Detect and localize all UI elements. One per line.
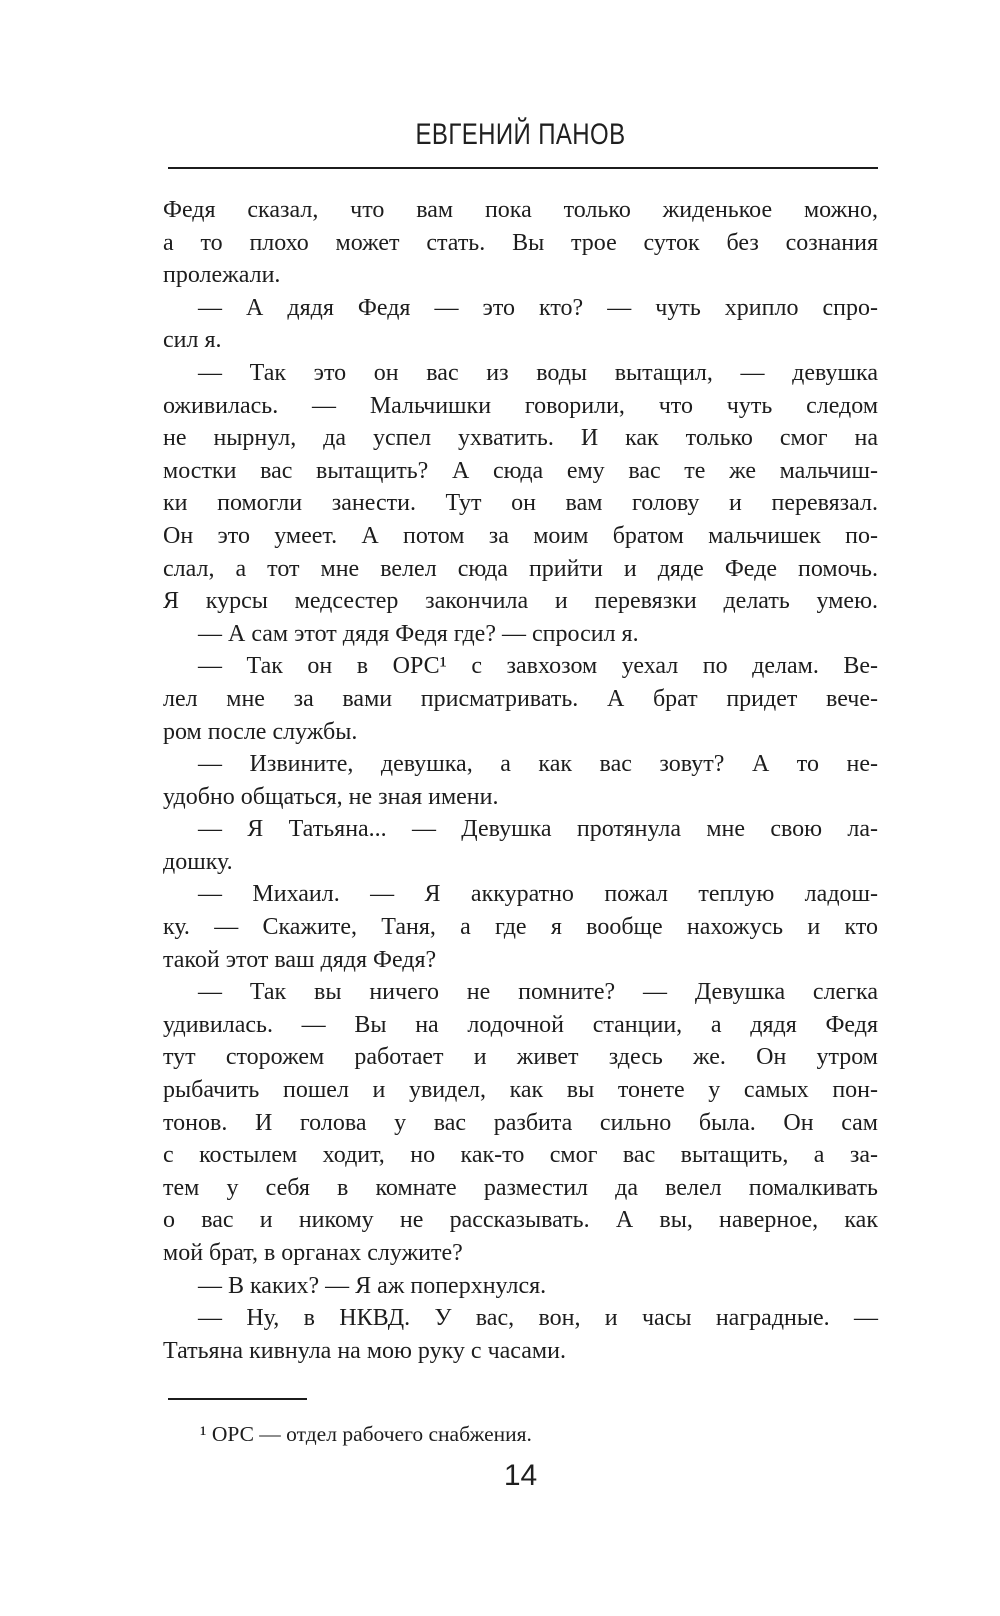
header-rule [168, 167, 878, 169]
text-line: — Так вы ничего не помните? — Девушка слегка [198, 979, 878, 1006]
text-line: дошку. [163, 848, 233, 875]
text-line: тут сторожем работает и живет здесь же. Он утром [163, 1044, 878, 1071]
text-line: ром после службы. [163, 718, 358, 745]
text-line: удивилась. — Вы на лодочной станции, а дядя Федя [163, 1011, 878, 1038]
text-line: — Я Татьяна... — Девушка протянула мне свою ла- [198, 816, 878, 843]
page-body [163, 194, 878, 1367]
text-line: о вас и никому не рассказывать. А вы, наверное, как [163, 1207, 878, 1234]
text-line: слал, а тот мне велел сюда прийти и дяде Феде помочь. [163, 555, 878, 582]
text-line: тонов. И голова у вас разбита сильно была. Он сам [163, 1109, 878, 1136]
text-line: такой этот ваш дядя Федя? [163, 946, 437, 973]
text-line: ку. — Скажите, Таня, а где я вообще нахожусь и кто [163, 914, 878, 941]
text-line: с костылем ходит, но как-то смог вас вытащить, а за- [163, 1142, 878, 1169]
text-line: Федя сказал, что вам пока только жиденькое можно, [163, 197, 878, 223]
text-line: — Так это он вас из воды вытащил, — девушка [198, 359, 878, 386]
footnote-rule [168, 1398, 307, 1400]
text-line: Он это умеет. А потом за моим братом мальчишек по- [163, 522, 878, 549]
footnote: ¹ ОРС — отдел рабочего снабжения. [200, 1422, 532, 1446]
page-number: 14 [503, 1459, 538, 1492]
running-header: ЕВГЕНИЙ ПАНОВ [415, 118, 626, 151]
text-line: Я курсы медсестер закончила и перевязки делать умею. [163, 588, 878, 615]
text-line: мой брат, в органах служите? [163, 1240, 463, 1266]
text-line: — В каких? — Я аж поперхнулся. [198, 1272, 547, 1299]
text-line: лел мне за вами присматривать. А брат придет вече- [163, 685, 878, 712]
text-line: — Михаил. — Я аккуратно пожал теплую ладош- [198, 881, 878, 908]
text-line: мостки вас вытащить? А сюда ему вас те же мальчиш- [163, 457, 878, 484]
text-line: — А сам этот дядя Федя где? — спросил я. [198, 620, 639, 647]
text-line: Татьяна кивнула на мою руку с часами. [163, 1337, 566, 1364]
text-line: удобно общаться, не зная имени. [163, 783, 499, 810]
text-line: пролежали. [163, 262, 281, 289]
text-line: а то плохо может стать. Вы трое суток без сознания [163, 229, 878, 256]
text-line: — А дядя Федя — это кто? — чуть хрипло спро- [198, 294, 878, 321]
text-line: рыбачить пошел и увидел, как вы тонете у самых пон- [163, 1077, 878, 1104]
text-line: ки помогли занести. Тут он вам голову и перевязал. [163, 490, 878, 517]
text-line: сил я. [163, 327, 222, 354]
text-line: — Ну, в НКВД. У вас, вон, и часы наградные. — [198, 1305, 878, 1332]
text-line: — Извините, девушка, а как вас зовут? А то не- [198, 751, 878, 778]
text-line: тем у себя в комнате разместил да велел помалкивать [163, 1174, 878, 1201]
text-line: не нырнул, да успел ухватить. И как только смог на [163, 425, 878, 452]
text-line: — Так он в ОРС¹ с завхозом уехал по делам. Ве- [198, 653, 878, 680]
text-line: оживилась. — Мальчишки говорили, что чуть следом [163, 392, 878, 419]
